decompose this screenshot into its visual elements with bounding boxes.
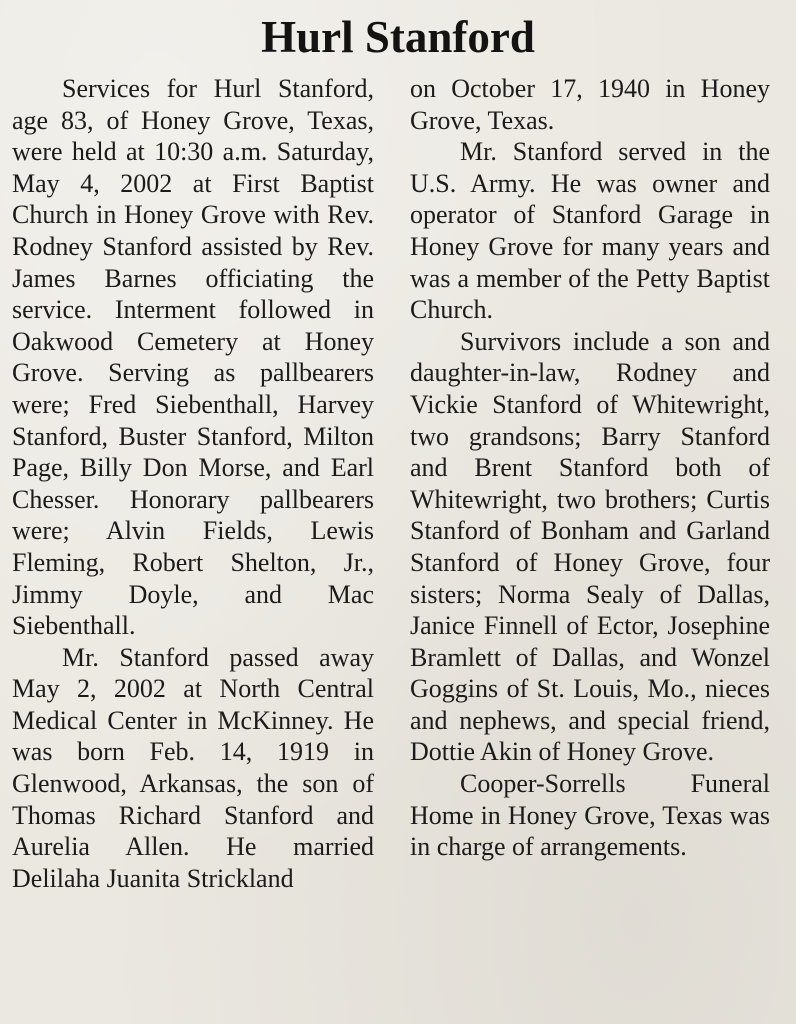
paragraph-survivors: Survivors include a son and daughter-in-law, Rodney and Vickie Stanford of Whitewright, two grandsons; Barry Stanford and Brent Stanford both of Whitewright, two brothers; Curtis Stanford of Bonham and Garland Stanford of Honey Grove, four sisters; Norma Sealy of Dallas, Janice Finnell of Ector, Josephine Bramlett of Dallas, and Wonzel Goggins of St. Louis, Mo., nieces and nephews, and special friend, Dottie Akin of Honey Grove. [410, 326, 770, 767]
paragraph-services: Services for Hurl Stanford, age 83, of Honey Grove, Texas, were held at 10:30 a.m. Saturday, May 4, 2002 at First Baptist Church in Honey Grove with Rev. Rodney Stanford assisted by Rev. James Barnes officiating the service. Interment followed in Oakwood Cemetery at Honey Grove. Serving as pallbearers were; Fred Siebenthall, Harvey Stanford, Buster Stanford, Milton Page, Billy Don Morse, and Earl Chesser. Honorary pallbearers were; Alvin Fields, Lewis Fleming, Robert Shelton, Jr., Jimmy Doyle, and Mac Siebenthall. [12, 74, 374, 641]
paragraph-career: Mr. Stanford served in the U.S. Army. He was owner and operator of Stanford Garage in Honey Grove for many years and was a member of the Petty Baptist Church. [410, 137, 770, 325]
paragraph-arrangements: Cooper-Sorrells Funeral Home in Honey Grove, Texas was in charge of arrangements. [410, 769, 770, 862]
obituary-headline: Hurl Stanford [261, 12, 535, 62]
right-column [410, 73, 770, 863]
paragraph-marriage-continued: on October 17, 1940 in Honey Grove, Texas. [410, 74, 770, 135]
paragraph-passing: Mr. Stanford passed away May 2, 2002 at North Central Medical Center in McKinney. He was born Feb. 14, 1919 in Glenwood, Arkansas, the son of Thomas Richard Stanford and Aurelia Allen. He married Delilaha Juanita Strickland [12, 642, 374, 893]
left-column [12, 73, 374, 894]
